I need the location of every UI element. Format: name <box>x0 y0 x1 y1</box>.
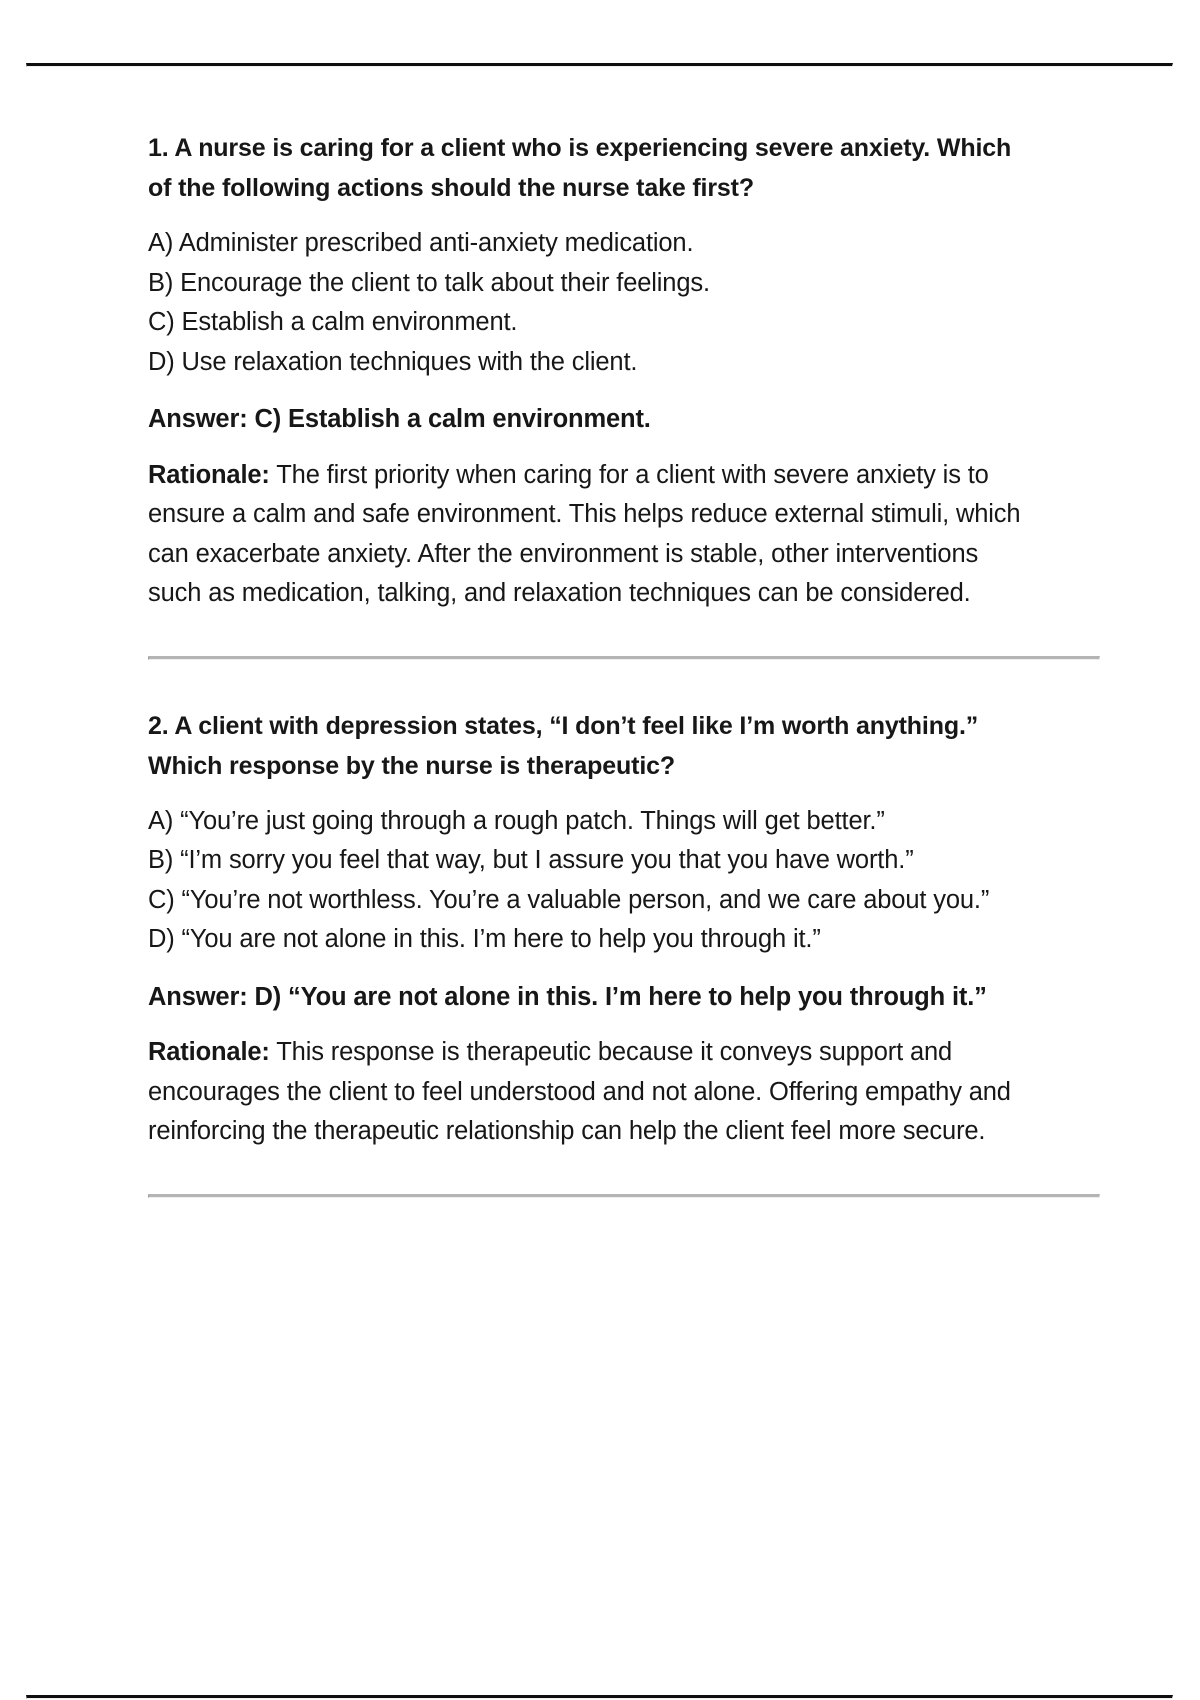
answer-line: Answer: C) Establish a calm environment. <box>148 405 651 433</box>
answer-options-list <box>148 224 1098 382</box>
answer-line: Answer: D) “You are not alone in this. I’m here to help you through it.” <box>148 982 987 1011</box>
section-spacer-top-1 <box>148 614 1098 656</box>
rationale-paragraph <box>148 1033 1033 1152</box>
question-block-2 <box>148 706 1098 1152</box>
answer-option-d[interactable]: D) “You are not alone in this. I’m here to help you through it.” <box>148 925 821 953</box>
answer-option-d[interactable]: D) Use relaxation techniques with the client. <box>148 347 638 376</box>
question-block-1 <box>148 128 1098 614</box>
section-spacer-bottom-1 <box>148 660 1098 706</box>
rationale-text: This response is therapeutic because it conveys support and encourages the client to feel understood and not alone. Offering empathy and reinforcing the therapeutic relationship can help the client feel more secure. <box>148 1038 1011 1145</box>
question-stem: 2. A client with depression states, “I don’t feel like I’m worth anything.” Which response by the nurse is therapeutic? <box>148 711 979 780</box>
page-top-rule <box>26 63 1173 67</box>
answer-option-c[interactable]: C) “You’re not worthless. You’re a valuable person, and we care about you.” <box>148 885 990 914</box>
answer-options-list <box>148 802 1098 960</box>
page-bottom-rule <box>26 1695 1173 1699</box>
rationale-label: Rationale: <box>148 1038 270 1066</box>
question-stem: 1. A nurse is caring for a client who is experiencing severe anxiety. Which of the following actions should the nurse take first? <box>148 134 1012 202</box>
rationale-text: The first priority when caring for a client with severe anxiety is to ensure a calm and safe environment. This helps reduce external stimuli, which can exacerbate anxiety. After the environment is stable, other interventions such as medication, talking, and relaxation techniques can be considered. <box>148 460 1021 607</box>
section-divider-2 <box>148 1194 1100 1198</box>
rationale-paragraph <box>148 456 1033 614</box>
answer-option-b[interactable]: B) “I’m sorry you feel that way, but I assure you that you have worth.” <box>148 846 914 874</box>
answer-option-b[interactable]: B) Encourage the client to talk about their feelings. <box>148 268 710 297</box>
answer-option-a[interactable]: A) Administer prescribed anti-anxiety medication. <box>148 229 694 257</box>
rationale-label: Rationale: <box>148 460 270 489</box>
answer-option-a[interactable]: A) “You’re just going through a rough patch. Things will get better.” <box>148 806 885 835</box>
document-content <box>148 128 1098 1198</box>
answer-option-c[interactable]: C) Establish a calm environment. <box>148 308 518 336</box>
section-spacer-top-2 <box>148 1152 1098 1194</box>
